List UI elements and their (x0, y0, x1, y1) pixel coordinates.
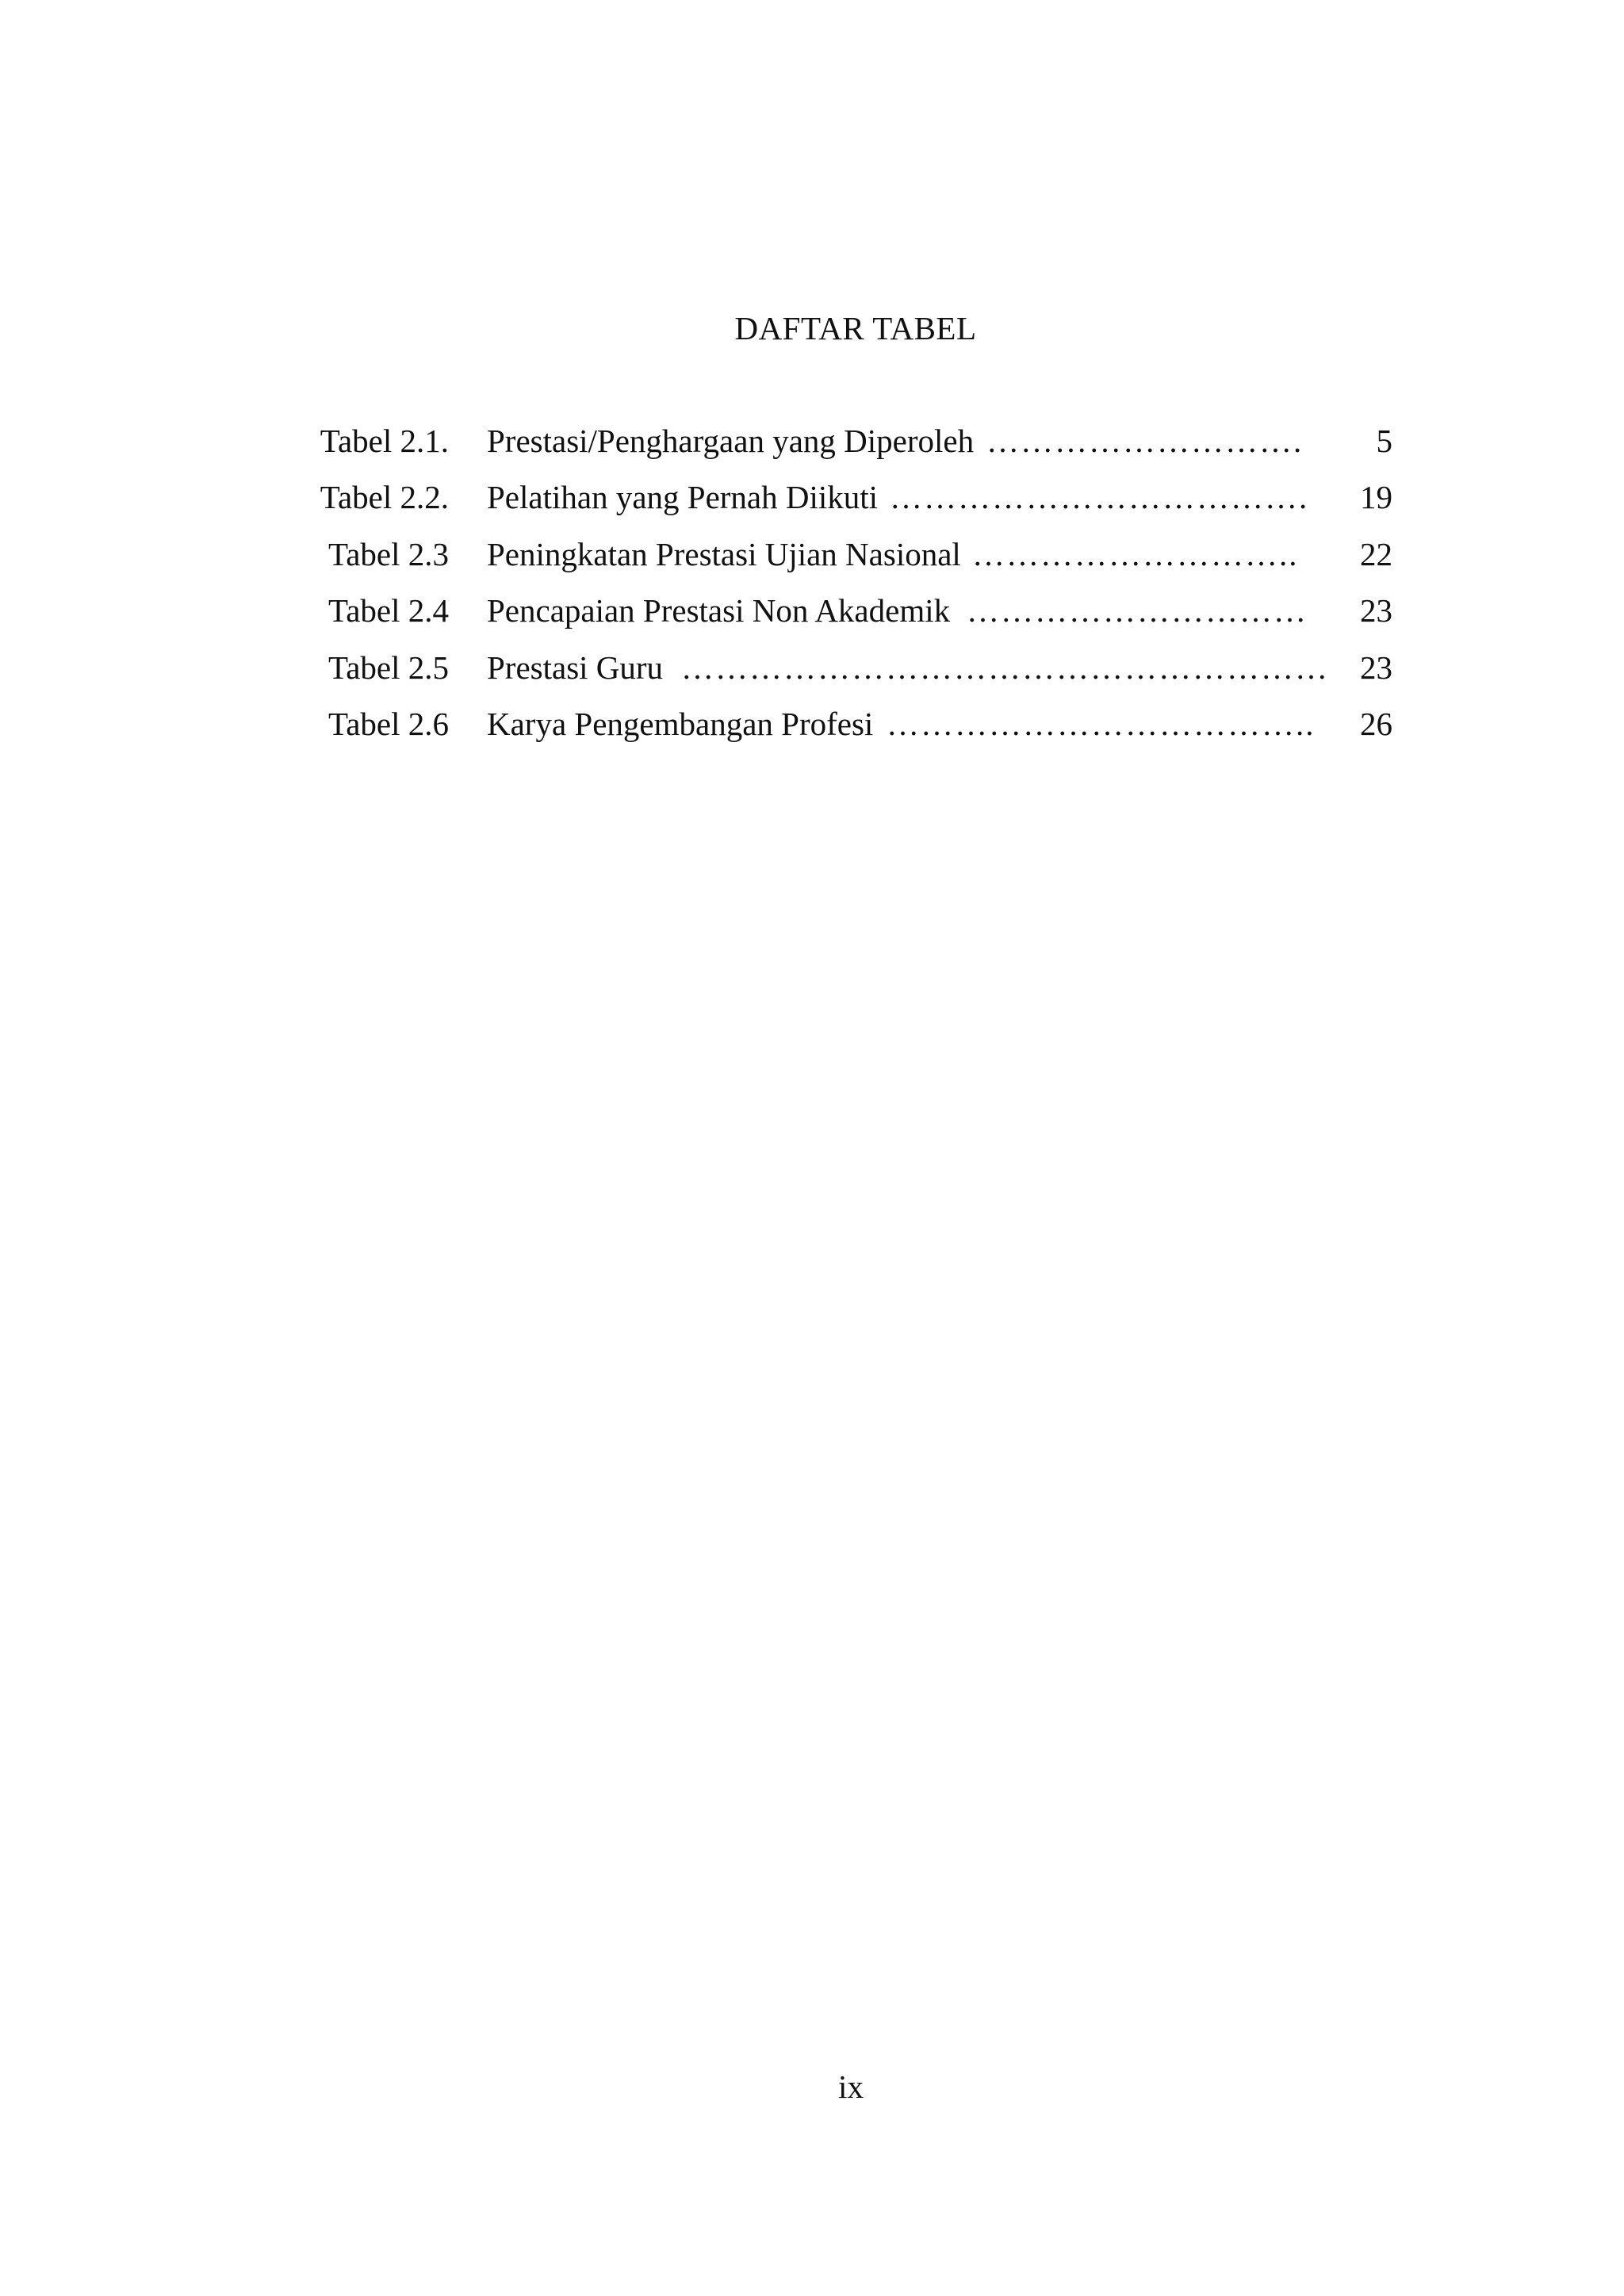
dot-leader: ……………………….. (972, 535, 1299, 572)
dot-leader: ……………………………….. (887, 705, 1316, 742)
list-item (314, 649, 1392, 705)
table-title: Pencapaian Prestasi Non Akademik (487, 592, 951, 629)
table-number: Tabel 2.4 (328, 592, 449, 629)
table-number: Tabel 2.6 (328, 705, 449, 742)
page-reference: 26 (1360, 705, 1392, 742)
list-item (314, 422, 1392, 478)
dot-leader: ………………………… (967, 592, 1308, 629)
list-item (314, 705, 1392, 761)
page-reference: 22 (1360, 535, 1392, 572)
table-number: Tabel 2.1. (320, 423, 449, 459)
page-reference: 19 (1360, 479, 1392, 516)
table-number: Tabel 2.5 (328, 649, 449, 686)
table-title: Prestasi/Penghargaan yang Diperoleh (487, 423, 975, 459)
table-title: Peningkatan Prestasi Ujian Nasional (487, 535, 961, 572)
list-item (314, 591, 1392, 648)
dot-leader: ………………………. (986, 423, 1304, 459)
page-title: DAFTAR TABEL (734, 310, 977, 346)
table-title: Pelatihan yang Pernah Diikuti (487, 479, 879, 516)
list-item (314, 478, 1392, 534)
page-reference: 23 (1360, 592, 1392, 629)
page-number: ix (838, 2068, 864, 2105)
table-title: Prestasi Guru (487, 649, 664, 686)
dot-leader: ………………………………………………… (681, 649, 1329, 686)
list-item (314, 535, 1392, 591)
page-reference: 5 (1376, 423, 1392, 459)
dot-leader: ………………………………. (890, 479, 1309, 516)
table-number: Tabel 2.2. (320, 479, 449, 516)
table-list (314, 422, 1392, 761)
table-number: Tabel 2.3 (328, 535, 449, 572)
page-reference: 23 (1360, 649, 1392, 686)
table-title: Karya Pengembangan Profesi (487, 705, 874, 742)
